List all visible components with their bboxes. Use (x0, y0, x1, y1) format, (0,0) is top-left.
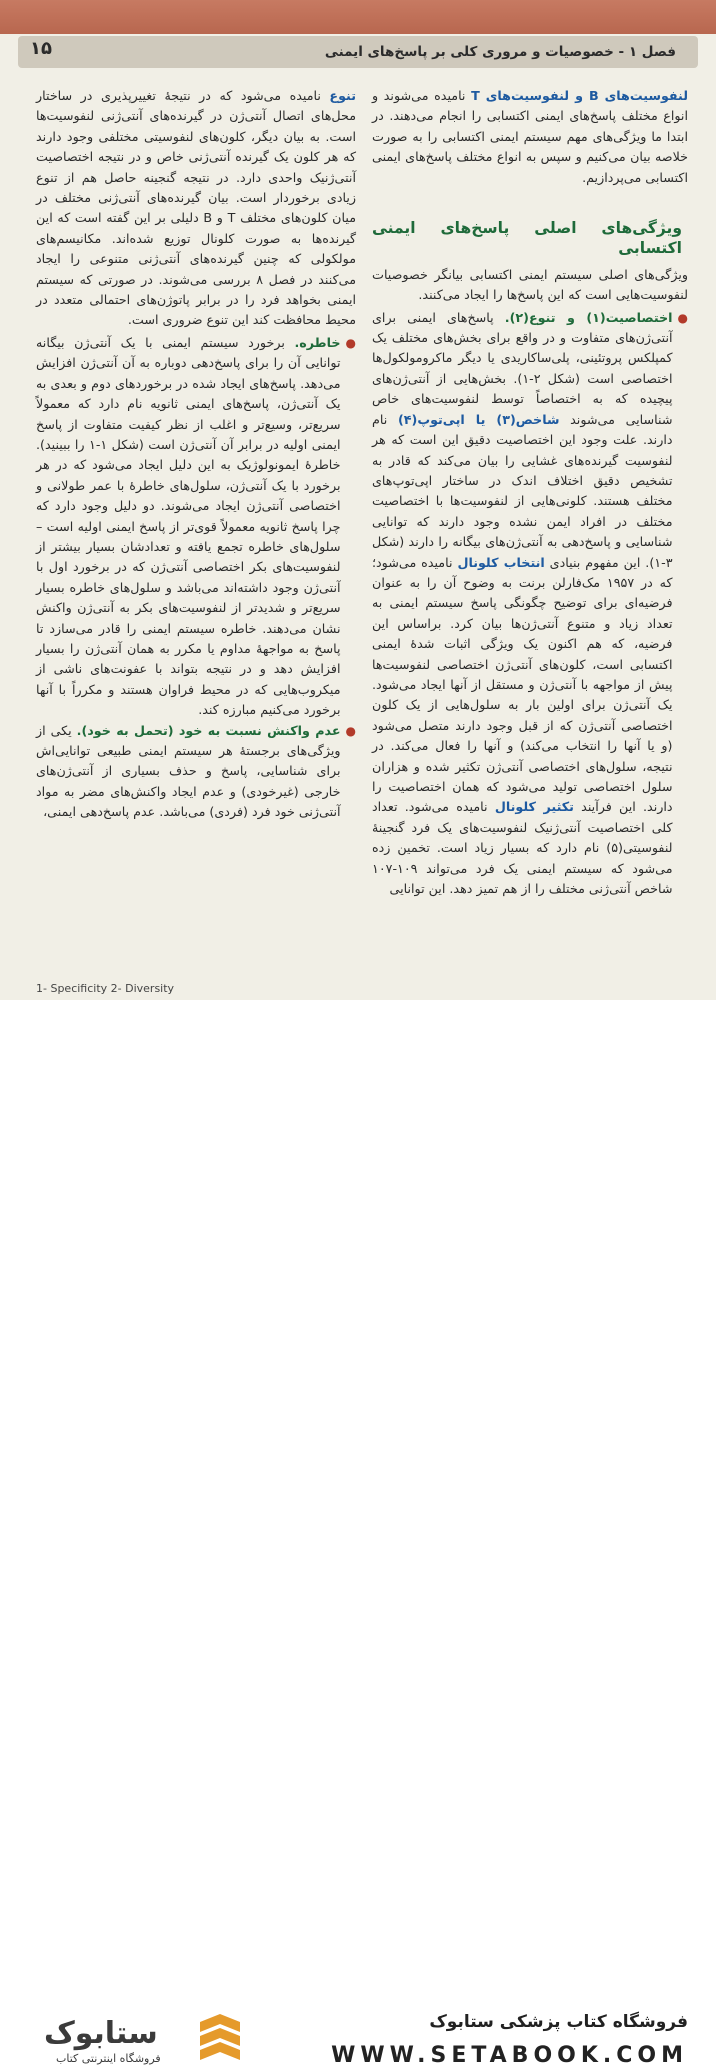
bullet-memory-text (36, 333, 341, 721)
bullet-title: اختصاصیت(۱) و تنوع(۲). (504, 309, 673, 325)
logo-text: ستابوک (44, 2016, 158, 2051)
book-page (0, 0, 716, 1000)
logo-subtitle: فروشگاه اینترنتی کتاب (56, 2052, 161, 2065)
footnote: 1- Specificity 2- Diversity (36, 982, 175, 995)
section-intro: ویژگی‌های اصلی سیستم ایمنی اکتسابی بیانگر خصوصیات لنفوسیت‌هایی است که این پاسخ‌ها را ایجاد می‌کنند. (372, 266, 688, 303)
bullet-text-c: نامیده می‌شود؛ که در ۱۹۵۷ مک‌فارلن برنت به وضوح آن را به عنوان فرضیه‌ای برای توضیح چگونگی پاسخ سیستم ایمنی به تعداد زیاد و متنوع آنتی‌ژن‌ها بیان کرد. براساس این فرضیه، که هم اکنون یک ویژگی اثبات شدهٔ ایمنی اکتسابی است، کلون‌های آنتی‌ژن اختصاصی لنفوسیت‌ها پیش از مواجهه با آنتی‌ژن و مستقل از آنها ایجاد می‌شود. یک آنتی‌ژن برای اولین بار به سلول‌هایی از یک کلون اختصاصی آنتی‌ژن که از قبل وجود دارند متصل می‌شود (و یا آنها را انتخاب می‌کند) و آنها را فعال می‌کند. در نتیجه، سلول‌های اختصاصی آنتی‌ژن تکثیر شده و هزاران سلول اختصاصی تولید می‌شود که همان اختصاصیت را دارند. این فرآیند (372, 554, 673, 815)
tolerance-text: یکی از ویژگی‌های برجستهٔ هر سیستم ایمنی طبیعی توانایی‌اش برای شناسایی، پاسخ و حذف بسیاری از آنتی‌ژن‌های خارجی (غیرخودی) و عدم ایجاد واکنش‌های مضر به مواد آنتی‌ژنی خود فرد (فردی) می‌باشد. عدم پاسخ‌دهی ایمنی، (36, 722, 341, 820)
right-column (372, 86, 688, 899)
store-name: فروشگاه کتاب پزشکی ستابوک (429, 2012, 688, 2032)
intro-text: نامیده می‌شوند و انواع مختلف پاسخ‌های ایمنی اکتسابی را انجام می‌دهند. در ابتدا ما ویژگی‌های مهم سیستم ایمنی اکتسابی را به صورت خلاصه بیان می‌کنیم و سپس به انواع مختلف پاسخ‌های ایمنی اکتسابی می‌پردازیم. (372, 88, 688, 185)
memory-title: خاطره. (294, 334, 341, 350)
bullet-tolerance-text (36, 721, 341, 823)
tolerance-title: عدم واکنش نسبت به خود (تحمل به خود). (76, 722, 341, 738)
bullet-memory (36, 333, 356, 721)
bullet-text-d: نامیده می‌شود. تعداد کلی اختصاصیت آنتی‌ژنیک لنفوسیت‌های یک فرد گنجینهٔ لنفوسیتی(۵) نام دارد که بسیار زیاد است. تخمین زده می‌شود که سیستم ایمنی یک فرد می‌تواند ۱۰۹-۱۰۷ شاخص آنتی‌ژنی مختلف را از هم تمیز دهد. این توانایی (372, 799, 673, 897)
intro-term: لنفوسیت‌های B و لنفوسیت‌های T (471, 88, 688, 103)
section-heading: ویژگی‌های اصلی پاسخ‌های ایمنی اکتسابی (372, 219, 682, 258)
diversity-continuation (36, 86, 356, 331)
setabook-logo-icon (196, 2012, 244, 2064)
chapter-title: فصل ۱ - خصوصیات و مروری کلی بر پاسخ‌های ایمنی (324, 44, 676, 60)
top-color-strip (0, 0, 716, 34)
intro-paragraph (372, 86, 688, 188)
bullet-text-a: پاسخ‌های ایمنی برای آنتی‌ژن‌های متفاوت و در واقع برای بخش‌های مختلف یک کمپلکس پروتئینی، پلی‌ساکاریدی یا دیگر ماکرومولکول‌ها اختصاصی است (شکل ۲-۱). بخش‌هایی از آنتی‌ژن‌های پیچیده که به اختصاصاً توسط لنفوسیت‌های خاص شناسایی می‌شوند (372, 309, 673, 427)
term-clonal-expansion: تکثیر کلونال (494, 799, 574, 815)
term-clonal-selection: انتخاب کلونال (457, 554, 545, 570)
bullet-specificity-text (372, 308, 673, 900)
bullet-icon: ● (345, 723, 356, 738)
left-column (36, 86, 356, 823)
bullet-specificity (372, 308, 688, 900)
diversity-text: نامیده می‌شود که در نتیجهٔ تغییرپذیری در ساختار محل‌های اتصال آنتی‌ژن در گیرنده‌های آنتی‌ژنی لنفوسیت‌ها است. به بیان دیگر، کلون‌های لنفوسیتی مختلفی وجود دارند که هر کلون یک گیرنده آنتی‌ژنی خاص و در نتیجه اختصاصیت آنتی‌ژنیک واحدی دارد. در نتیجه گنجینه حاصل هم از تنوع زیادی برخوردار است. بیان گیرنده‌های آنتی‌ژنی مختلف در میان کلون‌های مختلف T و B دلیلی بر این گفته است که این گیرنده‌ها به صورت کلونال توزیع شده‌اند. مکانیسم‌های مولکولی که چنین گیرنده‌های آنتی‌ژنی متنوعی را ایجاد می‌کنند در فصل ۸ بررسی می‌شوند. در صورتی که سیستم ایمنی بخواهد فرد را در برابر پاتوژن‌های احتمالی متعدد در محیط محافظت کند این تنوع ضروری است. (36, 88, 356, 328)
term-epitope: شاخص(۳) یا اپی‌توپ(۴) (397, 411, 560, 427)
memory-text: برخورد سیستم ایمنی با یک آنتی‌ژن بیگانه توانایی آن را برای پاسخ‌دهی دوباره به آن آنتی‌ژن افزایش می‌دهد. پاسخ‌های ایجاد شده در برخوردهای دوم و بعدی به یک آنتی‌ژن، پاسخ‌های ایمنی ثانویه نام دارد که معمولاً سریع‌تر، وسیع‌تر و اغلب از نظر کیفیت متفاوت از پاسخ ایمنی اولیه در برابر آن آنتی‌ژن است (شکل ۱-۱ را ببینید). خاطرهٔ ایمونولوژیک به این دلیل ایجاد می‌شود که در هر برخورد با یک آنتی‌ژن، سلول‌های خاطرهٔ با عمر طولانی و اختصاصی آنتی‌ژن ایجاد می‌شوند. دو دلیل وجود دارد که چرا پاسخ ثانویه معمولاً قوی‌تر از پاسخ ایمنی اولیه است – سلول‌های خاطره تجمع یافته و تعدادشان بسیار بیشتر از لنفوسیت‌های بکر اختصاصی آنتی‌ژن که در برخورد اول با آنتی‌ژن وجود داشته‌اند می‌باشد و سلول‌های خاطره بسیار سریع‌تر و شدیدتر از لنفوسیت‌های بکر به آنتی‌ژن واکنش نشان می‌دهند. خاطره سیستم ایمنی را قادر می‌سازد تا پاسخ به مواجههٔ مداوم یا مکرر به همان آنتی‌ژن را بسیار افزایش دهد و در نتیجه بتواند با عفونت‌های ناشی از میکروب‌هایی که در محیط فراوان هستند و مکرراً با آنها برخورد می‌کنیم مبارزه کند. (36, 334, 341, 718)
bullet-tolerance (36, 721, 356, 823)
bullet-icon: ● (345, 335, 356, 350)
bullet-icon: ● (677, 310, 688, 325)
store-url[interactable]: WWW.SETABOOK.COM (331, 2043, 688, 2068)
term-diversity: تنوع (329, 88, 356, 103)
store-footer (0, 1000, 716, 2068)
bullet-text-b: نام دارند. علت وجود این اختصاصیت دقیق این است که هر لنفوسیت گیرنده‌های غشایی را بیان می‌کند که قادر به تشخیص دقیق اختلاف اندک در ساختار اپی‌توپ‌های مختلف هستند. کلونی‌هایی از لنفوسیت‌ها با اختصاصیت مختلف در افراد ایمن نشده وجود دارند که توانایی شناسایی و پاسخ‌دهی به آنتی‌ژن‌های بیگانه را دارند (شکل ۳-۱). این مفهوم بنیادی (372, 411, 673, 570)
page-number: ۱۵ (30, 38, 52, 59)
